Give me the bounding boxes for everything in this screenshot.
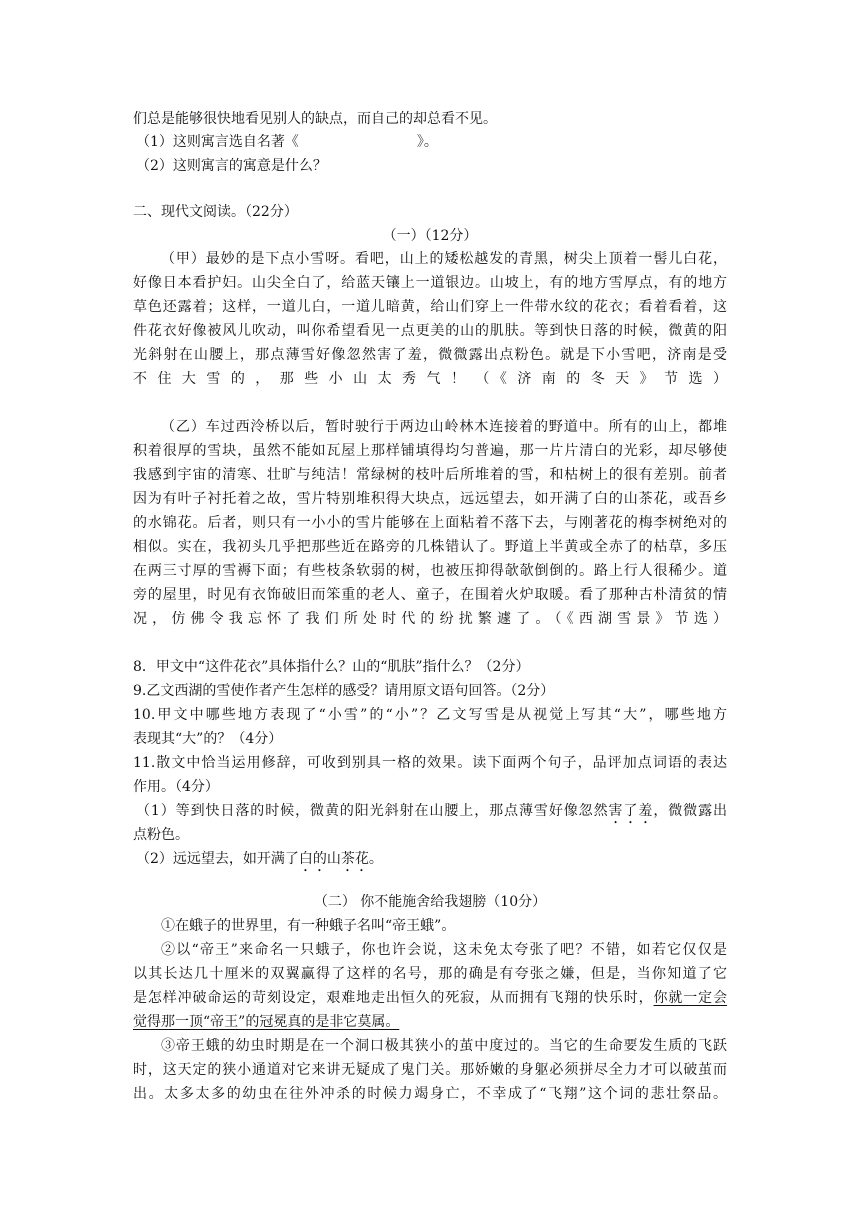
paragraph-2-line: 以其长达几十厘米的双翼赢得了这样的名号，那的确是有夸张之嫌，但是，当你知道了它 <box>133 966 727 982</box>
question-11-item-1-cont: 点粉色。 <box>133 827 189 843</box>
question-11: 11.散文中恰当运用修辞，可收到别具一格的效果。读下面两个句子，品评加点词语的表达 <box>133 755 727 771</box>
question-8: 8．甲文中“这件花衣”具体指什么？山的“肌肤”指什么？（2分） <box>133 659 530 675</box>
passage-yi-line: （乙）车过西泠桥以后，暂时驶行于两边山岭林木连接着的野道中。所有的山上，都堆 <box>161 419 727 435</box>
passage-yi-line: 的水锦花。后者，则只有一小小的雪片能够在上面粘着不落下去，与刚著花的梅李树绝对的 <box>133 515 727 531</box>
question-11-cont: 作用。（4分） <box>133 779 219 795</box>
passage-jia-line: 件花衣好像被风儿吹动，叫你希望看见一点更美的山的肌肤。等到快日落的时候，微黄的阳 <box>133 323 727 339</box>
passage-yi-line: 我感到宇宙的清寒、壮旷与纯洁！常绿树的枝叶后所堆着的雪，和枯树上的很有差别。前者 <box>133 467 727 483</box>
passage-jia-line: 光斜射在山腰上，那点薄雪好像忽然害了羞，微微露出点粉色。就是下小雪吧，济南是受 <box>133 347 727 363</box>
passage-yi-line: 积着很厚的雪块，虽然不能如瓦屋上那样铺填得均匀普遍，那一片片清白的光彩，却尽够使 <box>133 443 727 459</box>
passage-yi-line: 旁的屋里，时见有衣饰破旧而笨重的老人、童子，在围着火炉取暖。看了那种古朴清贫的情 <box>133 587 727 603</box>
passage-yi-line: 因为有叶子衬托着之故，雪片特别堆积得大块点，远远望去，如开满了白的山茶花，或吾乡 <box>133 491 727 507</box>
part-one-heading: （一）（12分） <box>382 228 478 244</box>
passage-jia-line: 不住大雪的，那些小山太秀气！（《济南的冬天》节选） <box>133 371 727 387</box>
question-fable-1: （1）这则寓言选自名著《 》。 <box>136 134 438 150</box>
passage-jia-line: 好像日本看护妇。山尖全白了，给蓝天镶上一道银边。山坡上，有的地方雪厚点，有的地方 <box>133 275 727 291</box>
question-9: 9.乙文西湖的雪使作者产生怎样的感受？请用原文语句回答。（2分） <box>133 683 555 699</box>
paragraph-1: ①在蛾子的世界里，有一种蛾子名叫“帝王蛾”。 <box>161 918 456 934</box>
paragraph-3-line: 时，这天定的狭小通道对它来讲无疑成了鬼门关。那娇嫩的身躯必须拼尽全力才可以破茧而 <box>133 1062 727 1078</box>
passage-yi-line: 况，仿佛令我忘怀了我们所处时代的纷扰繁遽了。（《西湖雪景》节选） <box>133 611 727 627</box>
paragraph-3-line: ③帝王蛾的幼虫时期是在一个洞口极其狭小的茧中度过的。当它的生命要发生质的飞跃 <box>161 1038 727 1054</box>
question-10-cont: 表现其“大”的？（4分） <box>133 731 283 747</box>
passage-jia-line: 草色还露着；这样，一道儿白，一道儿暗黄，给山们穿上一件带水纹的花衣；看着看着，这 <box>133 299 727 315</box>
question-11-item-1: （1）等到快日落的时候，微黄的阳光斜射在山腰上，那点薄雪好像忽然害了羞，微微露出 <box>136 803 728 819</box>
passage-yi-line: 相似。实在，我初头几乎把那些近在路旁的几株错认了。野道上半黄或全赤了的枯草，多压 <box>133 539 727 555</box>
fable-tail-line: 们总是能够很快地看见别人的缺点，而自己的却总看不见。 <box>133 111 497 127</box>
paragraph-2-line: 是怎样冲破命运的苛刻设定，艰难地走出恒久的死寂，从而拥有飞翔的快乐时，你就一定会 <box>133 990 728 1006</box>
part-two-heading: （二） 你不能施舍给我翅膀（10分） <box>313 894 547 910</box>
question-fable-2: （2）这则寓言的寓意是什么？ <box>136 158 327 174</box>
question-10: 10.甲文中哪些地方表现了“小雪”的“小”？乙文写雪是从视觉上写其“大”，哪些地方 <box>133 707 727 723</box>
passage-yi-line: 在两三寸厚的雪褥下面；有些枝条软弱的树，也被压抑得欹欹倒倒的。路上行人很稀少。道 <box>133 563 727 579</box>
question-11-item-2: （2）远远望去，如开满了白的山茶花。 <box>136 851 383 867</box>
section-heading: 二、现代文阅读。（22分） <box>133 204 298 220</box>
paragraph-2-line: ②以“帝王”来命名一只蛾子，你也许会说，这未免太夸张了吧？不错，如若它仅仅是 <box>161 942 727 958</box>
paragraph-2-line: 觉得那一顶“帝王”的冠冕真的是非它莫属。 <box>133 1014 400 1030</box>
paragraph-3-line: 出。太多太多的幼虫在往外冲杀的时候力竭身亡，不幸成了“飞翔”这个词的悲壮祭品。 <box>133 1086 727 1102</box>
passage-jia-line: （甲）最妙的是下点小雪呀。看吧，山上的矮松越发的青黑，树尖上顶着一髻儿白花， <box>161 251 727 267</box>
